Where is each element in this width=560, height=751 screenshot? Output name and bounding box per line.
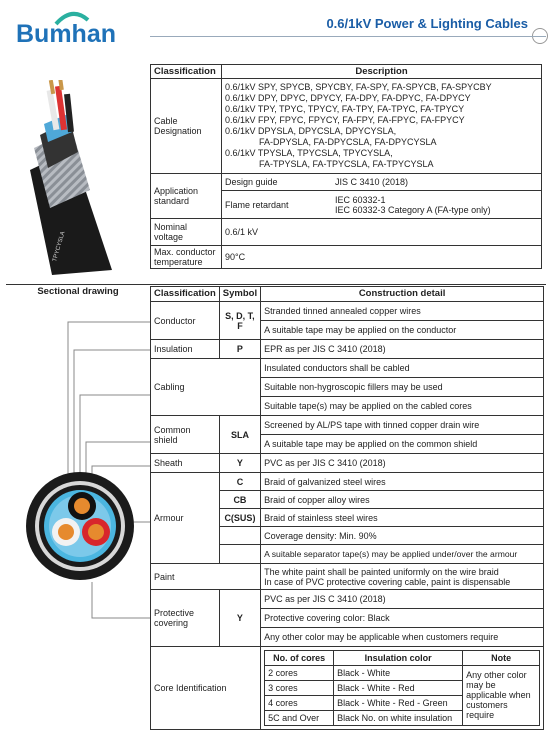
- paint-detail-line: In case of PVC protective covering cable, paint is dispensable: [264, 576, 511, 587]
- conductor-detail: A suitable tape may be applied on the conductor: [261, 321, 544, 340]
- paint-detail: [261, 564, 544, 590]
- application-label: Application standard: [151, 174, 222, 219]
- nominal-value: 0.6/1 kV: [222, 219, 542, 246]
- core-color: Black No. on white insulation: [334, 711, 463, 726]
- core-id-value: [261, 647, 544, 730]
- core-count: 2 cores: [265, 666, 334, 681]
- cabling-label: Cabling: [151, 359, 261, 416]
- protective-symbol: Y: [219, 590, 260, 647]
- armour-detail: Coverage density: Min. 90%: [261, 527, 544, 545]
- cabling-detail: Suitable non-hygroscopic fillers may be used: [261, 378, 544, 397]
- armour-detail: Braid of stainless steel wires: [261, 509, 544, 527]
- cable-photo: [12, 80, 132, 275]
- insulation-detail: EPR as per JIS C 3410 (2018): [261, 340, 544, 359]
- armour-symbol: CB: [219, 491, 260, 509]
- page-title: 0.6/1kV Power & Lighting Cables: [326, 16, 528, 31]
- armour-symbol: C(SUS): [219, 509, 260, 527]
- flame-value-1: IEC 60332-1: [335, 194, 386, 205]
- section-divider: [6, 284, 546, 285]
- protective-detail: Protective covering color: Black: [261, 609, 544, 628]
- cable-designation-value: [222, 79, 542, 174]
- common-shield-label: Common shield: [151, 416, 220, 454]
- nominal-row: [151, 219, 542, 246]
- insulation-label: Insulation: [151, 340, 220, 359]
- core-count: 4 cores: [265, 696, 334, 711]
- max-temp-label: Max. conductor temperature: [151, 246, 222, 269]
- protective-detail: Any other color may be applicable when customers require: [261, 628, 544, 647]
- designation-line: 0.6/1kV DPYSLA, DPYCSLA, DPYCYSLA,: [225, 126, 397, 136]
- designation-line: 0.6/1kV TPYSLA, TPYCSLA, TPYCYSLA,: [225, 148, 393, 158]
- application-value: [222, 174, 542, 219]
- sheath-symbol: Y: [219, 454, 260, 473]
- armour-symbol-empty: [219, 527, 260, 545]
- sectional-drawing-heading: Sectional drawing: [37, 286, 119, 297]
- cabling-detail: Suitable tape(s) may be applied on the cabled cores: [261, 397, 544, 416]
- company-logo: Bumhan: [16, 20, 116, 48]
- cable-print-label: TPYCYSLA: [52, 230, 67, 263]
- common-shield-detail: Screened by AL/PS tape with tinned copper drain wire: [261, 416, 544, 435]
- designation-line: FA-DPYSLA, FA-DPYCSLA, FA-DPYCYSLA: [259, 137, 437, 147]
- armour-label: Armour: [151, 473, 220, 564]
- armour-symbol-empty: [219, 545, 260, 564]
- paint-label: Paint: [151, 564, 261, 590]
- protective-detail: PVC as per JIS C 3410 (2018): [261, 590, 544, 609]
- conductor-detail: Stranded tinned annealed copper wires: [261, 302, 544, 321]
- flame-value-2: IEC 60332-3 Category A (FA-type only): [335, 204, 491, 215]
- designation-line: 0.6/1kV TPY, TPYC, TPYCY, FA-TPY, FA-TPYC, FA-TPYCY: [225, 104, 465, 114]
- common-shield-symbol: SLA: [219, 416, 260, 454]
- design-guide-value: JIS C 3410 (2018): [335, 177, 409, 187]
- spec-table: [150, 64, 542, 269]
- application-row: [151, 174, 542, 219]
- col-classification: Classification: [151, 287, 220, 302]
- sheath-detail: PVC as per JIS C 3410 (2018): [261, 454, 544, 473]
- max-temp-row: [151, 246, 542, 269]
- core-count: 3 cores: [265, 681, 334, 696]
- core-col-note: Note: [463, 651, 540, 666]
- core-id-label: Core Identification: [151, 647, 261, 730]
- armour-symbol: C: [219, 473, 260, 491]
- armour-detail: A suitable separator tape(s) may be applied under/over the armour: [261, 545, 544, 564]
- max-temp-value: 90°C: [222, 246, 542, 269]
- construction-table: [150, 286, 544, 730]
- cable-designation-row: [151, 79, 542, 174]
- conductor-symbol: S, D, T, F: [219, 302, 260, 340]
- designation-line: 0.6/1kV FPY, FPYC, FPYCY, FA-FPY, FA-FPYC, FA-FPYCY: [225, 115, 465, 125]
- conductor-label: Conductor: [151, 302, 220, 340]
- designation-line: 0.6/1kV DPY, DPYC, DPYCY, FA-DPY, FA-DPYC, FA-DPYCY: [225, 93, 471, 103]
- core-count: 5C and Over: [265, 711, 334, 726]
- insulation-symbol: P: [219, 340, 260, 359]
- col-description: Description: [222, 65, 542, 79]
- sectional-drawing: [6, 300, 150, 700]
- core-id-table: [264, 650, 540, 726]
- cable-designation-label: Cable Designation: [151, 79, 222, 174]
- armour-detail: Braid of galvanized steel wires: [261, 473, 544, 491]
- cabling-detail: Insulated conductors shall be cabled: [261, 359, 544, 378]
- design-guide-label: Design guide: [225, 177, 278, 187]
- flame-label: Flame retardant: [225, 199, 289, 210]
- core-note: Any other color may be applicable when customers require: [463, 666, 540, 726]
- col-symbol: Symbol: [219, 287, 260, 302]
- sheath-label: Sheath: [151, 454, 220, 473]
- armour-detail: Braid of copper alloy wires: [261, 491, 544, 509]
- core-color: Black - White - Red - Green: [334, 696, 463, 711]
- col-classification: Classification: [151, 65, 222, 79]
- core-color: Black - White - Red: [334, 681, 463, 696]
- designation-line: 0.6/1kV SPY, SPYCB, SPYCBY, FA-SPY, FA-SPYCB, FA-SPYCBY: [225, 82, 492, 92]
- col-construction-detail: Construction detail: [261, 287, 544, 302]
- common-shield-detail: A suitable tape may be applied on the common shield: [261, 435, 544, 454]
- core-col-color: Insulation color: [334, 651, 463, 666]
- protective-label: Protective covering: [151, 590, 220, 647]
- core-color: Black - White: [334, 666, 463, 681]
- nominal-label: Nominal voltage: [151, 219, 222, 246]
- designation-line: FA-TPYSLA, FA-TPYCSLA, FA-TPYCYSLA: [259, 159, 434, 169]
- paint-detail-line: The white paint shall be painted uniformly on the wire braid: [264, 566, 499, 577]
- page-header: [0, 0, 560, 56]
- core-col-cores: No. of cores: [265, 651, 334, 666]
- header-rule: [150, 36, 546, 37]
